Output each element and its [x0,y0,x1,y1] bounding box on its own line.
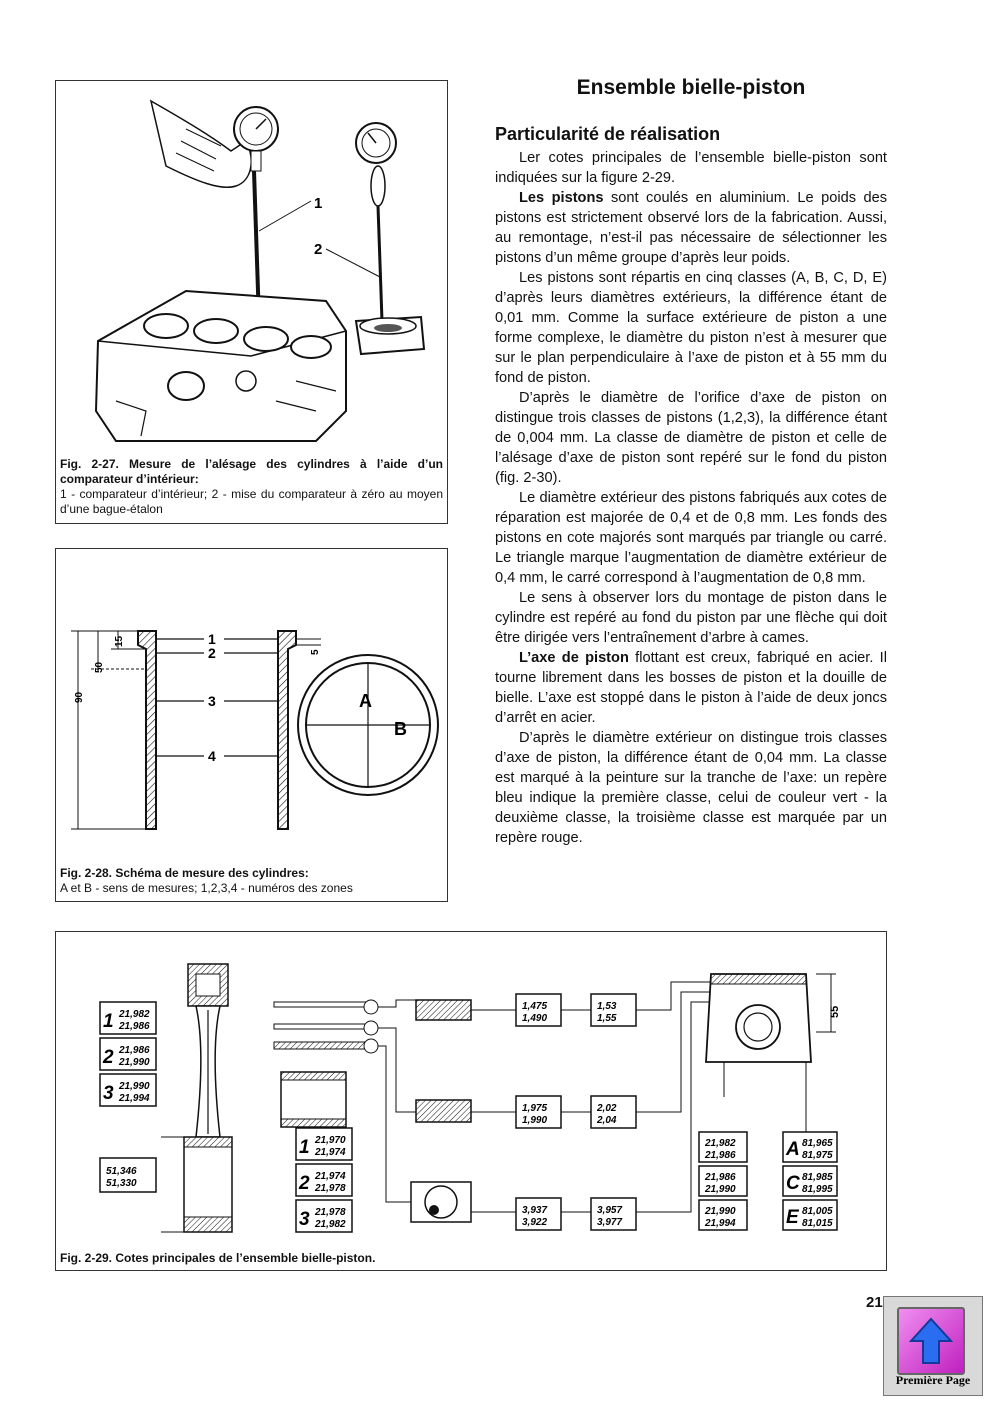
fig27-illustration [56,81,447,451]
section-title: Particularité de réalisation [495,124,721,144]
value-upper: 21,982 [119,1009,150,1020]
value-lower: 81,975 [802,1150,833,1161]
fig29-caption-title: Fig. 2-29. Cotes principales de l’ensemble bielle-piston. [60,1251,376,1265]
rod-class-box [100,1002,156,1034]
pin-class-box [296,1164,352,1196]
fig27-label-1: 1 [314,195,323,212]
nav-button-face [897,1307,965,1375]
ring2-box [516,1096,561,1128]
pin-class-box [296,1200,352,1232]
value-lower: 21,986 [119,1021,150,1032]
pin-class-box [296,1128,352,1160]
value-lower: 21,990 [119,1057,150,1068]
class-number: E [786,1207,799,1228]
value-upper: 21,986 [119,1045,150,1056]
value-upper: 1,53 [597,1001,617,1012]
value-lower: 2,04 [597,1115,617,1126]
paragraph: D’après le diamètre de l’orifice d’axe de piston on distingue trois classes de pistons (1,2,3), la différence étant de 0,004 mm. La classe de diamètre de piston et celle de l’alésage d’axe de piston sont repéré sur le fond du piston (fig. 2-30). [495,390,887,486]
fig28-diagram [56,549,447,849]
bore-class-box [699,1166,747,1196]
fig29-caption [60,1251,882,1266]
class-number: C [786,1173,800,1194]
fig27-caption-text: 1 - comparateur d’intérieur; 2 - mise du comparateur à zéro au moyen d’une bague-étalon [60,487,443,516]
fig29-diagram [56,932,886,1242]
class-number: 2 [103,1047,114,1068]
fig29-dim-55: 55 [829,1005,841,1018]
fig28-dir-A: A [359,691,372,711]
value-upper: 51,346 [106,1166,137,1177]
value-lower: 3,977 [597,1217,623,1228]
fig28-dir-B: B [394,719,407,739]
page-title: Ensemble bielle-piston [576,76,806,99]
value-upper: 21,990 [119,1081,150,1092]
figure-2-27 [55,80,448,524]
bore-class-box [699,1200,747,1230]
paragraph: L’axe de piston flottant est creux, fabriqué en acier. Il tourne librement dans les bosses de piston et la douille de bielle. L’axe est stoppé dans le piston à l’aide de deux joncs d’arrêt en acier. [495,650,887,726]
groove1-box [591,994,636,1026]
fig28-zone-3: 3 [208,693,216,709]
value-lower: 81,015 [802,1218,833,1229]
value-upper: 21,970 [315,1135,346,1146]
big-end-box [100,1158,156,1192]
value-upper: 1,975 [522,1103,548,1114]
ring3-box [516,1198,561,1230]
value-lower: 21,990 [705,1184,736,1195]
value-upper: 81,005 [802,1206,833,1217]
rod-class-box [100,1038,156,1070]
value-upper: 2,02 [597,1103,617,1114]
value-upper: 81,965 [802,1138,833,1149]
value-lower: 1,55 [597,1013,617,1024]
first-page-button[interactable] [883,1296,983,1396]
value-lower: 3,922 [522,1217,548,1228]
fig28-dim-15: 15 [114,635,125,647]
value-upper: 21,982 [705,1138,736,1149]
up-arrow-icon [899,1309,963,1373]
value-lower: 21,974 [315,1147,346,1158]
class-number: 2 [299,1173,310,1194]
fig28-caption [60,866,443,896]
rod-class-box [100,1074,156,1106]
paragraph: Le diamètre extérieur des pistons fabriqués aux cotes de réparation est majorée de 0,4 et de 0,8 mm. Les fonds des pistons en cote majorés sont marqués par triangle ou carré. Le triangle marque l’augmentation de diamètre extérieur de 0,4 mm, le carré correspond à l’augmentation de 0,8 mm. [495,490,887,586]
fig28-dim-5: 5 [310,649,321,655]
value-upper: 1,475 [522,1001,548,1012]
value-upper: 21,978 [315,1207,346,1218]
groove2-box [591,1096,636,1128]
value-lower: 51,330 [106,1178,137,1189]
fig28-dim-50: 50 [94,661,105,673]
body-text [495,148,887,848]
paragraph: Ler cotes principales de l’ensemble bielle-piston sont indiquées sur la figure 2-29. [495,150,887,186]
value-lower: 21,994 [705,1218,736,1229]
figure-2-28 [55,548,448,902]
fig28-zone-2: 2 [208,645,216,661]
class-number: 3 [103,1083,114,1104]
class-number: 1 [299,1137,310,1158]
value-upper: 3,957 [597,1205,623,1216]
fig27-caption [60,457,443,517]
value-lower: 1,490 [522,1013,548,1024]
class-number: 1 [103,1011,114,1032]
fig28-caption-title: Fig. 2-28. Schéma de mesure des cylindres: [60,866,309,880]
class-number: 3 [299,1209,310,1230]
value-lower: 21,978 [315,1183,346,1194]
first-page-label: Première Page [895,1373,971,1387]
paragraph: Les pistons sont répartis en cinq classes (A, B, C, D, E) d’après leurs diamètres extérieurs, la différence étant de 0,01 mm. Comme la surface extérieure de piston a une forme complexe, le diamètre du piston n’est à mesurer que sur le plan perpendiculaire à l’axe de piston et à 55 mm du fond de piston. [495,270,887,386]
fig28-zone-4: 4 [208,748,216,764]
class-number: A [786,1139,800,1160]
paragraph: Les pistons sont coulés en aluminium. Le poids des pistons est strictement observé lors de la fabrication. Aussi, au remontage, n’est-il pas nécessaire de sélectionner les pistons d’un même groupe d’après leur poids. [495,190,887,266]
fig27-caption-title: Fig. 2-27. Mesure de l’alésage des cylindres à l’aide d’un comparateur d’intérieur: [60,457,443,486]
value-upper: 3,937 [522,1205,548,1216]
fig28-zone-1: 1 [208,631,216,647]
fig28-caption-text: A et B - sens de mesures; 1,2,3,4 - numéros des zones [60,881,353,895]
value-lower: 81,995 [802,1184,833,1195]
value-upper: 81,985 [802,1172,833,1183]
value-upper: 21,986 [705,1172,736,1183]
bore-class-box [699,1132,747,1162]
value-upper: 21,974 [315,1171,346,1182]
ring1-box [516,994,561,1026]
piston-class-box [783,1200,837,1230]
fig27-label-2: 2 [314,241,323,258]
paragraph: Le sens à observer lors du montage de piston dans le cylindre est repéré au fond du piston par une flèche qui doit être dirigée vers l’entraînement d’arbre à cames. [495,590,887,646]
figure-2-29 [55,931,887,1271]
paragraph: D’après le diamètre extérieur on distingue trois classes d’axe de piston, la différence étant de 0,04 mm. La classe est marqué à la peinture sur la tranche de l’axe: un repère bleu indique la première classe, celui de couleur vert - la deuxième classe, la troisième classe est marquée par un repère rouge. [495,730,887,846]
piston-class-box [783,1132,837,1162]
value-lower: 21,986 [705,1150,736,1161]
page-number: 21 [866,1294,883,1311]
value-lower: 1,990 [522,1115,548,1126]
value-lower: 21,994 [119,1093,150,1104]
fig28-dim-90: 90 [74,691,85,703]
value-upper: 21,990 [705,1206,736,1217]
value-lower: 21,982 [315,1219,346,1230]
groove3-box [591,1198,636,1230]
piston-class-box [783,1166,837,1196]
